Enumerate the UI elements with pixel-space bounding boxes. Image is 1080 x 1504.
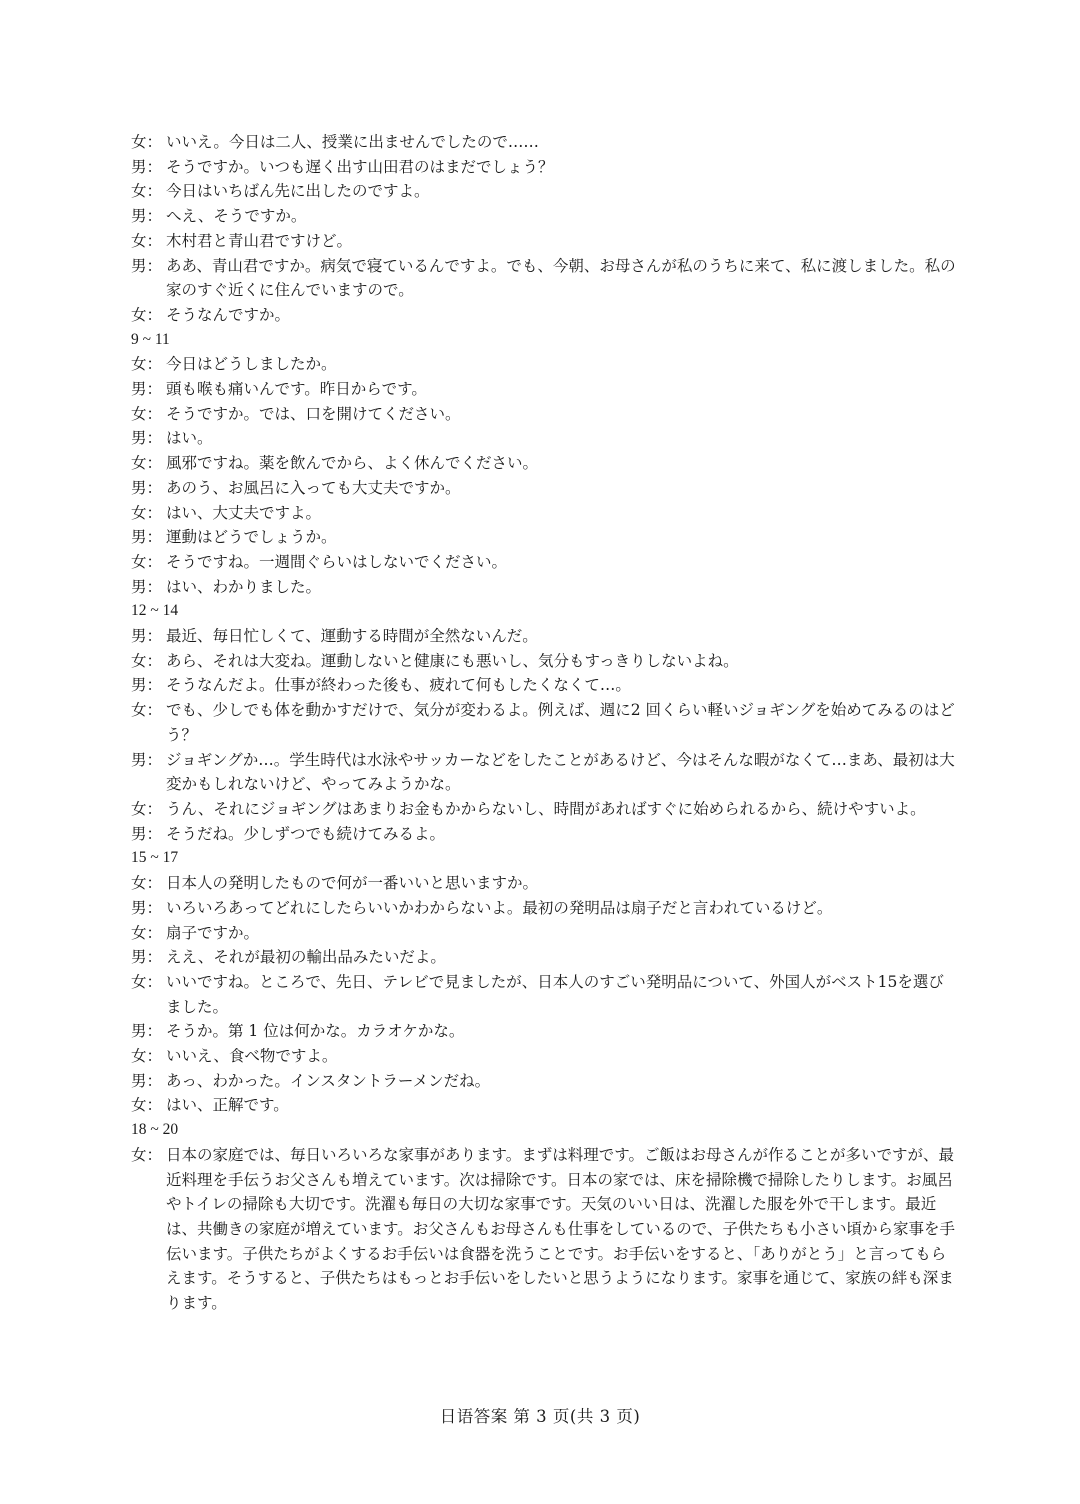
speaker-label: 女： xyxy=(131,1145,163,1164)
section-label: 9 ~ 11 xyxy=(131,330,170,348)
speaker-label: 男： xyxy=(131,577,163,596)
dialogue-line xyxy=(131,822,956,847)
speaker-label: 女： xyxy=(131,231,163,250)
speaker-label: 女： xyxy=(131,133,163,151)
dialogue-line xyxy=(131,426,956,451)
dialogue-text: はい、正解です。 xyxy=(166,1096,289,1115)
dialogue-text: そうですか。では、口を開けてください。 xyxy=(166,404,461,423)
dialogue-text: はい。 xyxy=(166,429,213,448)
dialogue-line xyxy=(131,501,956,526)
dialogue-text: そうだね。少しずつでも続けてみるよ。 xyxy=(166,824,446,843)
dialogue-text: いいえ。今日は二人、授業に出ませんでしたので…… xyxy=(166,133,539,151)
dialogue-line xyxy=(131,550,956,575)
speaker-label: 男： xyxy=(131,676,163,695)
dialogue-line xyxy=(131,155,956,180)
dialogue-text: 今日はどうしましたか。 xyxy=(166,355,337,374)
speaker-label: 女： xyxy=(131,305,163,324)
speaker-label: 女： xyxy=(131,651,163,670)
speaker-label: 女： xyxy=(131,799,163,818)
dialogue-text: へえ、そうですか。 xyxy=(166,207,307,226)
dialogue-line xyxy=(131,698,956,747)
dialogue-text: 日本人の発明したもので何が一番いいと思いますか。 xyxy=(166,874,539,893)
speaker-label: 男： xyxy=(131,157,163,176)
dialogue-line xyxy=(131,575,956,600)
dialogue-text: あっ、わかった。インスタントラーメンだね。 xyxy=(166,1071,491,1090)
dialogue-text: はい、大丈夫ですよ。 xyxy=(166,503,322,522)
speaker-label: 男： xyxy=(131,898,163,917)
dialogue-text: あのう、お風呂に入っても大丈夫ですか。 xyxy=(166,478,461,497)
dialogue-text: そうなんだよ。仕事が終わった後も、疲れて何もしたくなくて…。 xyxy=(166,676,631,695)
speaker-label: 女： xyxy=(131,454,163,473)
dialogue-line xyxy=(131,229,956,254)
dialogue-line xyxy=(131,130,956,155)
dialogue-line xyxy=(131,204,956,229)
dialogue-text: 扇子ですか。 xyxy=(166,923,260,942)
dialogue-line xyxy=(131,179,956,204)
dialogue-line xyxy=(131,896,956,921)
dialogue-line xyxy=(131,525,956,550)
dialogue-text: そうですか。いつも遅く出す山田君のはまだでしょう？ xyxy=(166,157,554,176)
transcript xyxy=(131,130,956,1316)
dialogue-text: 最近、毎日忙しくて、運動する時間が全然ないんだ。 xyxy=(166,627,538,646)
speaker-label: 男： xyxy=(131,207,163,226)
dialogue-line xyxy=(131,797,956,822)
speaker-label: 男： xyxy=(131,380,163,399)
speaker-label: 女： xyxy=(131,552,163,571)
speaker-label: 女： xyxy=(131,874,163,893)
speaker-label: 男： xyxy=(131,256,163,275)
dialogue-text: 頭も喉も痛いんです。昨日からです。 xyxy=(166,380,427,399)
dialogue-line xyxy=(131,402,956,427)
speaker-label: 男： xyxy=(131,750,163,769)
speaker-label: 男： xyxy=(131,627,163,646)
dialogue-line xyxy=(131,476,956,501)
dialogue-text: いいえ、食べ物ですよ。 xyxy=(166,1047,338,1066)
speaker-label: 女： xyxy=(131,503,163,522)
dialogue-line xyxy=(131,1143,956,1316)
dialogue-line xyxy=(131,970,956,1019)
speaker-label: 男： xyxy=(131,824,163,843)
dialogue-text: そうなんですか。 xyxy=(166,305,291,324)
speaker-label: 女： xyxy=(131,1047,163,1066)
dialogue-line xyxy=(131,254,956,303)
dialogue-text: ええ、それが最初の輸出品みたいだよ。 xyxy=(166,948,446,967)
speaker-label: 男： xyxy=(131,948,163,967)
dialogue-text: そうですね。一週間ぐらいはしないでください。 xyxy=(166,552,508,571)
dialogue-text: ジョギングか…。学生時代は水泳やサッカーなどをしたことがあるけど、今はそんな暇がなくて…まあ、最初は大変かもしれないけど、やってみようかな。 xyxy=(166,750,955,794)
speaker-label: 男： xyxy=(131,478,163,497)
dialogue-text: はい、わかりました。 xyxy=(166,577,322,596)
speaker-label: 男： xyxy=(131,528,163,547)
dialogue-line xyxy=(131,1044,956,1069)
dialogue-line xyxy=(131,1019,956,1044)
dialogue-text: 風邪ですね。薬を飲んでから、よく休んでください。 xyxy=(166,454,539,473)
speaker-label: 女： xyxy=(131,972,163,991)
dialogue-text: そうか。第 1 位は何かな。カラオケかな。 xyxy=(166,1022,465,1041)
speaker-label: 女： xyxy=(131,404,163,423)
speaker-label: 男： xyxy=(131,1022,163,1041)
dialogue-line xyxy=(131,624,956,649)
dialogue-line xyxy=(131,871,956,896)
dialogue-line xyxy=(131,921,956,946)
speaker-label: 男： xyxy=(131,429,163,448)
dialogue-text: うん、それにジョギングはあまりお金もかからないし、時間があればすぐに始められるから、続けやすいよ。 xyxy=(166,799,926,818)
dialogue-line xyxy=(131,451,956,476)
dialogue-text: 今日はいちばん先に出したのですよ。 xyxy=(166,182,430,201)
speaker-label: 女： xyxy=(131,355,163,374)
dialogue-line xyxy=(131,945,956,970)
dialogue-line xyxy=(131,303,956,328)
dialogue-text: 日本の家庭では、毎日いろいろな家事があります。まずは料理です。ご飯はお母さんが作ることが多いですが、最近料理を手伝うお父さんも増えています。次は掃除です。日本の家では、床を掃除機で掃除したりします。お風呂やトイレの掃除も大切です。洗濯も毎日の大切な家事です。天気のいい日は、洗濯した服を外で干します。最近は、共働きの家庭が増えています。お父さんもお母さんも仕事をしているので、子供たちも小さい頃から家事を手伝います。子供たちがよくするお手伝いは食器を洗うことです。お手伝いをすると、「ありがとう」と言ってもらえます。そうすると、子供たちはもっとお手伝いをしたいと思うようになります。家事を通じて、家族の絆も深まります。 xyxy=(166,1145,955,1313)
dialogue-line xyxy=(131,748,956,797)
speaker-label: 男： xyxy=(131,1071,163,1090)
section-label: 18 ~ 20 xyxy=(131,1121,179,1139)
dialogue-text: 運動はどうでしょうか。 xyxy=(166,528,337,547)
page-footer: 日语答案 第 3 页(共 3 页) xyxy=(439,1407,641,1426)
section-label: 12 ~ 14 xyxy=(131,602,179,620)
dialogue-text: 木村君と青山君ですけど。 xyxy=(166,231,353,250)
dialogue-text: いろいろあってどれにしたらいいかわからないよ。最初の発明品は扇子だと言われているけど。 xyxy=(166,898,833,917)
speaker-label: 女： xyxy=(131,701,163,720)
dialogue-line xyxy=(131,1069,956,1094)
dialogue-text: でも、少しでも体を動かすだけで、気分が変わるよ。例えば、週に2 回くらい軽いジョギングを始めてみるのはどう？ xyxy=(166,701,955,744)
dialogue-text: あら、それは大変ね。運動しないと健康にも悪いし、気分もすっきりしないよね。 xyxy=(166,651,739,670)
speaker-label: 女： xyxy=(131,1096,163,1115)
dialogue-text: ああ、青山君ですか。病気で寝ているんですよ。でも、今朝、お母さんが私のうちに来て、私に渡しました。私の家のすぐ近くに住んでいますので。 xyxy=(166,256,956,300)
dialogue-line xyxy=(131,1093,956,1118)
dialogue-line xyxy=(131,649,956,674)
dialogue-line xyxy=(131,377,956,402)
dialogue-line xyxy=(131,352,956,377)
dialogue-text: いいですね。ところで、先日、テレビで見ましたが、日本人のすごい発明品について、外国人がベスト15を選びました。 xyxy=(166,972,944,1016)
speaker-label: 女： xyxy=(131,182,163,201)
speaker-label: 女： xyxy=(131,923,163,942)
section-label: 15 ~ 17 xyxy=(131,849,179,867)
dialogue-line xyxy=(131,673,956,698)
